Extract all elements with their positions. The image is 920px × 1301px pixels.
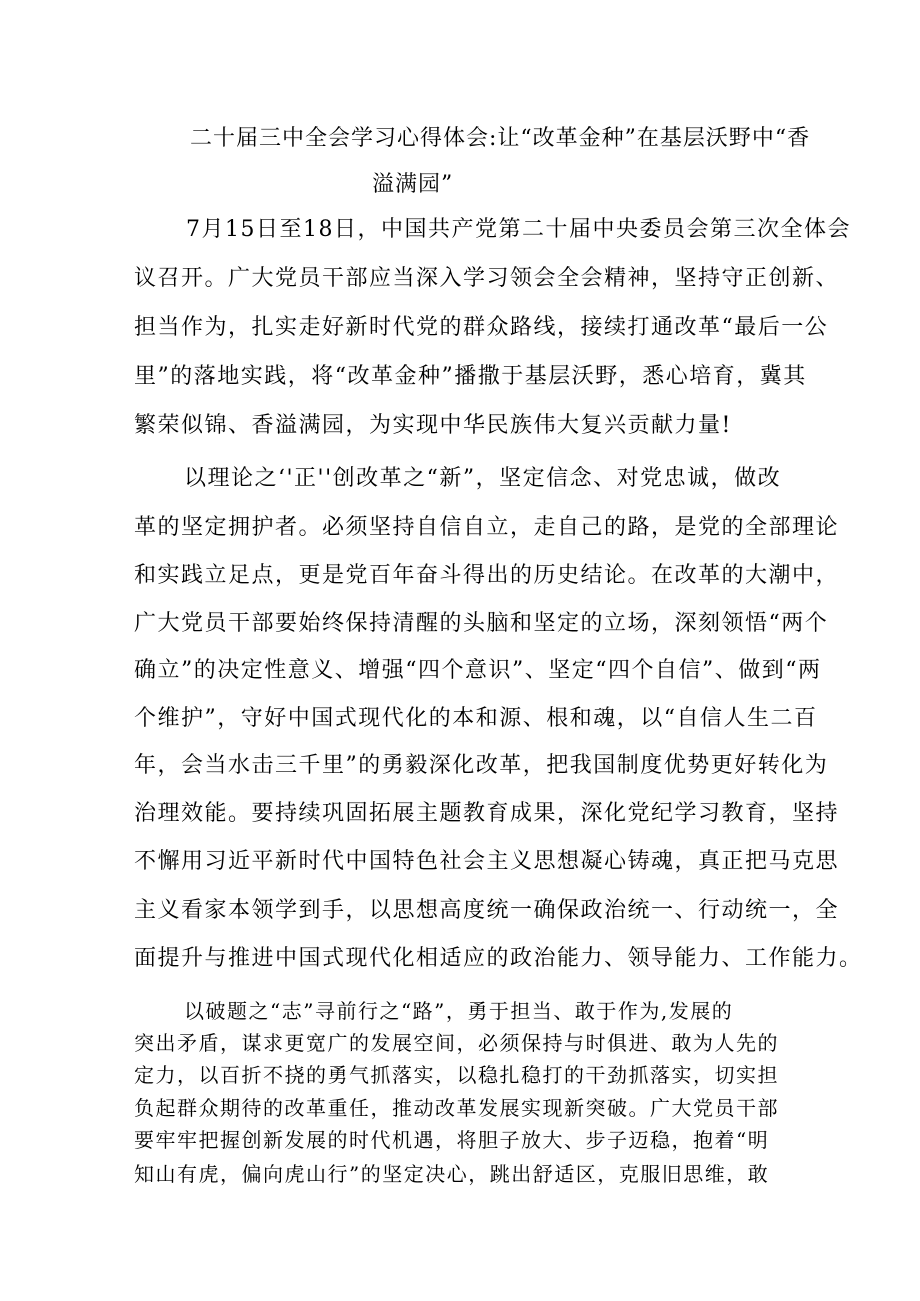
paragraph-3-line-1: 以破题之“志”寻前行之“路”，勇于担当、敢于作为,发展的 — [184, 999, 734, 1023]
document-title-line-1: 二十届三中全会学习心得体会:让“改革金种”在基层沃野中“香 — [190, 126, 811, 151]
paragraph-2-line-8: 治理效能。要持续巩固拓展主题教育成果，深化党纪学习教育，坚持 — [134, 801, 840, 826]
paragraph-1-line-5: 繁荣似锦、香溢满园，为实现中华民族伟大复兴贡献力量! — [134, 413, 732, 438]
paragraph-1-line-3: 担当作为，扎实走好新时代党的群众路线，接续打通改革“最后一公 — [134, 315, 829, 340]
paragraph-3-line-6: 知山有虎，偏向虎山行”的坚定决心，跳出舒适区，克服旧思维，敢 — [134, 1162, 770, 1186]
paragraph-3-line-4: 负起群众期待的改革重任，推动改革发展实现新突破。广大党员干部 — [134, 1096, 779, 1120]
paragraph-3-line-5: 要牢牢把握创新发展的时代机遇，将胆子放大、步子迈稳，抱着“明 — [134, 1128, 770, 1152]
paragraph-2-line-2: 革的坚定拥护者。必须坚持自信自立，走自己的路，是党的全部理论 — [134, 515, 840, 540]
paragraph-2-line-4: 广大党员干部要始终保持清醒的头脑和坚定的立场，深刻领悟“两个 — [134, 611, 829, 636]
paragraph-2-line-7: 年，会当水击三千里”的勇毅深化改革，把我国制度优势更好转化为 — [134, 753, 829, 778]
paragraph-2-line-3: 和实践立足点，更是党百年奋斗得出的历史结论。在改革的大潮中， — [134, 563, 840, 588]
paragraph-1-line-4: 里”的落地实践，将“改革金种”播撒于基层沃野，悉心培育，冀其 — [134, 364, 807, 389]
document-title-line-2: 溢满园” — [372, 172, 454, 197]
paragraph-2-line-5: 确立”的决定性意义、增强“四个意识”、坚定“四个自信”、做到“两 — [134, 658, 822, 683]
paragraph-3-line-3: 定力，以百折不挠的勇气抓落实，以稳扎稳打的干劲抓落实，切实担 — [134, 1063, 779, 1087]
paragraph-2-line-6: 个维护”，守好中国式现代化的本和源、根和魂，以“自信人生二百 — [134, 706, 818, 731]
paragraph-1-line-1: 7月15日至18日，中国共产党第二十届中央委员会第三次全体会 — [186, 217, 851, 242]
paragraph-3-line-2: 突出矛盾，谋求更宽广的发展空间，必须保持与时俱进、敢为人先的 — [134, 1031, 779, 1055]
paragraph-1-line-2: 议召开。广大党员干部应当深入学习领会全会精神，坚持守正创新、 — [134, 266, 840, 291]
paragraph-2-line-10: 主义看家本领学到手，以思想高度统一确保政治统一、行动统一，全 — [134, 898, 840, 923]
paragraph-2-line-9: 不懈用习近平新时代中国特色社会主义思想凝心铸魂，真正把马克思 — [134, 849, 840, 874]
paragraph-2-line-11: 面提升与推进中国式现代化相适应的政治能力、领导能力、工作能力。 — [134, 946, 863, 971]
paragraph-2-line-1: 以理论之‘'正''创改革之“新”，坚定信念、对党忠诚，做改 — [184, 466, 782, 491]
